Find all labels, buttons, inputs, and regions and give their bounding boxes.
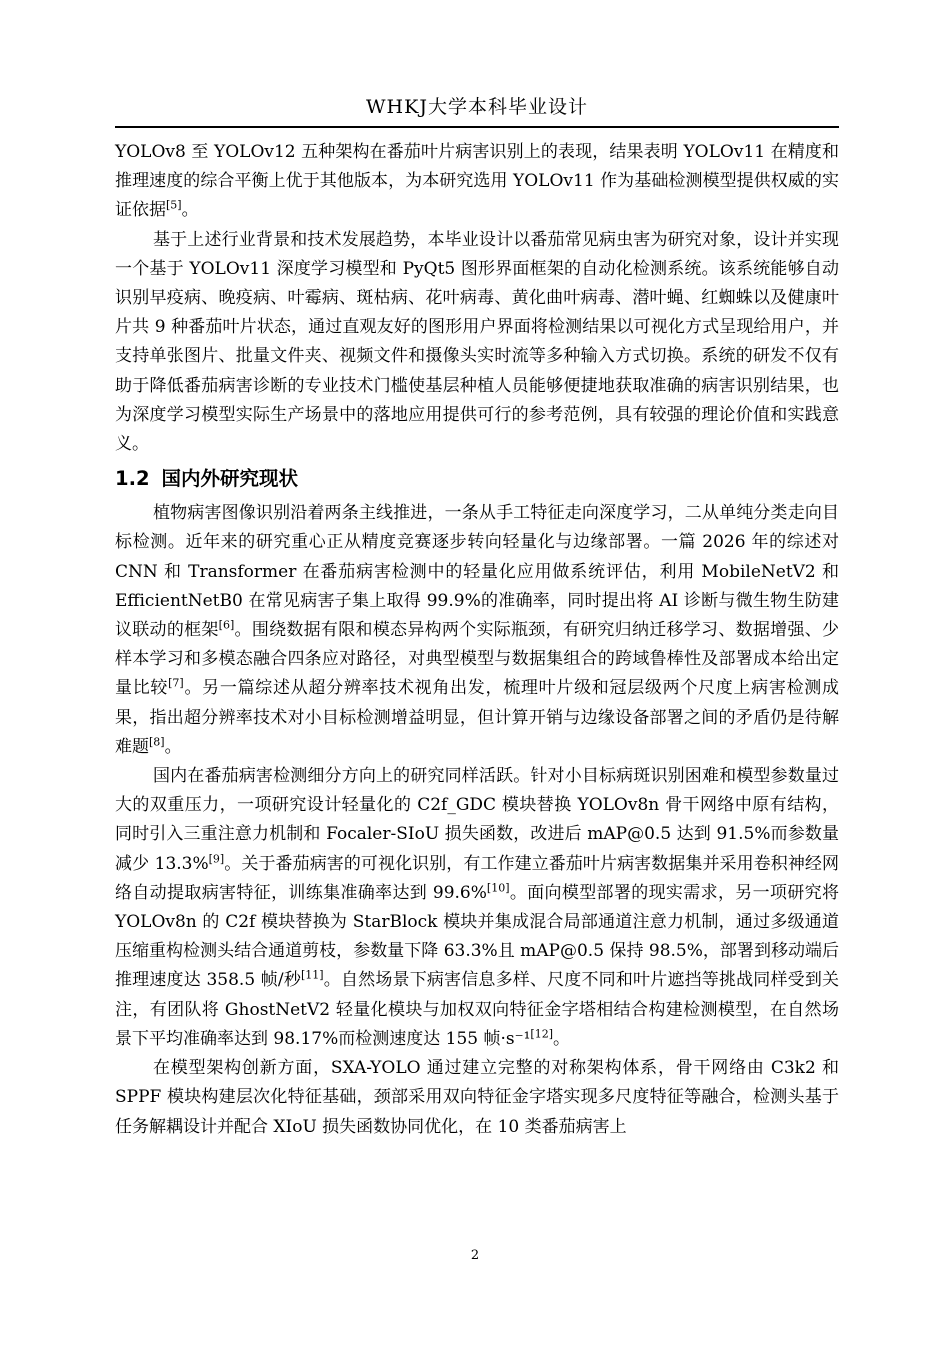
citation-6: [6] [218, 618, 235, 632]
citation-9: [9] [208, 852, 225, 866]
paragraph-3-text-d: 。 [164, 736, 182, 757]
page-header-title: WHKJ大学本科毕业设计 [366, 96, 588, 118]
paragraph-3 [115, 499, 839, 762]
citation-10: [10] [486, 881, 510, 895]
section-heading [115, 459, 839, 499]
paragraph-1-text: YOLOv8 至 YOLOv12 五种架构在番茄叶片病害识别上的表现，结果表明 YOLOv11 在精度和推理速度的综合平衡上优于其他版本，为本研究选用 YOLOv11 作为基础检测模型提供权威的实证依据 [115, 142, 839, 221]
section-number: 1.2 [115, 467, 150, 491]
section-title: 国内外研究现状 [161, 467, 299, 491]
citation-5: [5] [166, 198, 182, 212]
paragraph-1 [115, 138, 839, 226]
paragraph-3-text-a: 植物病害图像识别沿着两条主线推进，一条从手工特征走向深度学习，二从单纯分类走向目标检测。近年来的研究重心正从精度竞赛逐步转向轻量化与边缘部署。一篇 2026 年的综述对 CNN 和 Transformer 在番茄病害检测中的轻量化应用做系统评估，利用 MobileNetV2 和 EfficientNetB0 在常见病害子集上取得 99.9%的准确率，同时提出将 AI 诊断与微生物生防建议联动的框架 [115, 503, 839, 641]
paragraph-3-text-b: 。围绕数据有限和模态异构两个实际瓶颈，有研究归纳迁移学习、数据增强、少样本学习和多模态融合四条应对路径，对典型模型与数据集组合的跨域鲁棒性及部署成本给出定量比较 [115, 620, 840, 699]
citation-7: [7] [168, 676, 184, 690]
paragraph-5: 在模型架构创新方面，SXA-YOLO 通过建立完整的对称架构体系，骨干网络由 C3k2 和 SPPF 模块构建层次化特征基础，颈部采用双向特征金字塔实现多尺度特征等融合，检测头基于任务解耦设计并配合 XIoU 损失函数协同优化，在 10 类番茄病害上 [115, 1058, 839, 1137]
paragraph-4-text-d: 。自然场景下病害信息多样、尺度不同和叶片遮挡等挑战同样受到关注，有团队将 GhostNetV2 轻量化模块与加权双向特征金字塔相结合构建检测模型，在自然场景下平均准确率达到 98.17%而检测速度达 155 帧·s⁻¹ [115, 970, 840, 1049]
page-body [115, 138, 839, 1142]
paragraph-4-text-a: 国内在番茄病害检测细分方向上的研究同样活跃。针对小目标病斑识别困难和模型参数量过大的双重压力，一项研究设计轻量化的 C2f_GDC 模块替换 YOLOv8n 骨干网络中原有结构，同时引入三重注意力机制和 Focaler-SIoU 损失函数，改进后 mAP@0.5 达到 91.5%而参数量减少 13.3% [115, 766, 839, 874]
citation-11: [11] [301, 968, 324, 982]
paragraph-4-text-c: 。面向模型部署的现实需求，另一项研究将 YOLOv8n 的 C2f 模块替换为 StarBlock 模块并集成混合局部通道注意力机制，通过多级通道压缩重构检测头结合通道剪枝，参数量下降 63.3%且 mAP@0.5 保持 98.5%，部署到移动端后推理速度达 358.5 帧/秒 [115, 882, 839, 991]
paragraph-4-text-b: 。关于番茄病害的可视化识别，有工作建立番茄叶片病害数据集并采用卷积神经网络自动提取病害特征，训练集准确率达到 99.6% [115, 853, 839, 903]
paragraph-4-text-e: 。 [553, 1028, 570, 1049]
paragraph-3-text-c: 。另一篇综述从超分辨率技术视角出发，梳理叶片级和冠层级两个尺度上病害检测成果，指出超分辨率技术对小目标检测增益明显，但计算开销与边缘设备部署之间的矛盾仍是待解难题 [115, 678, 840, 757]
header-rule [115, 126, 839, 128]
paragraph-2: 基于上述行业背景和技术发展趋势，本毕业设计以番茄常见病虫害为研究对象，设计并实现一个基于 YOLOv11 深度学习模型和 PyQt5 图形界面框架的自动化检测系统。该系统能够自动识别早疫病、晚疫病、叶霉病、斑枯病、花叶病毒、黄化曲叶病毒、潜叶蝇、红蜘蛛以及健康叶片共 9 种番茄叶片状态，通过直观友好的图形用户界面将检测结果以可视化方式呈现给用户，并支持单张图片、批量文件夹、视频文件和摄像头实时流等多种输入方式切换。系统的研发不仅有助于降低番茄病害诊断的专业技术门槛使基层种植人员能够便捷地获取准确的病害识别结果，也为深度学习模型实际生产场景中的落地应用提供可行的参考范例，具有较强的理论价值和实践意义。 [115, 229, 839, 455]
paragraph-1-tail: 。 [181, 200, 199, 221]
citation-12: [12] [530, 1027, 553, 1041]
page-number: 2 [470, 1248, 480, 1263]
citation-8: [8] [149, 735, 165, 749]
paragraph-4 [115, 762, 839, 1054]
